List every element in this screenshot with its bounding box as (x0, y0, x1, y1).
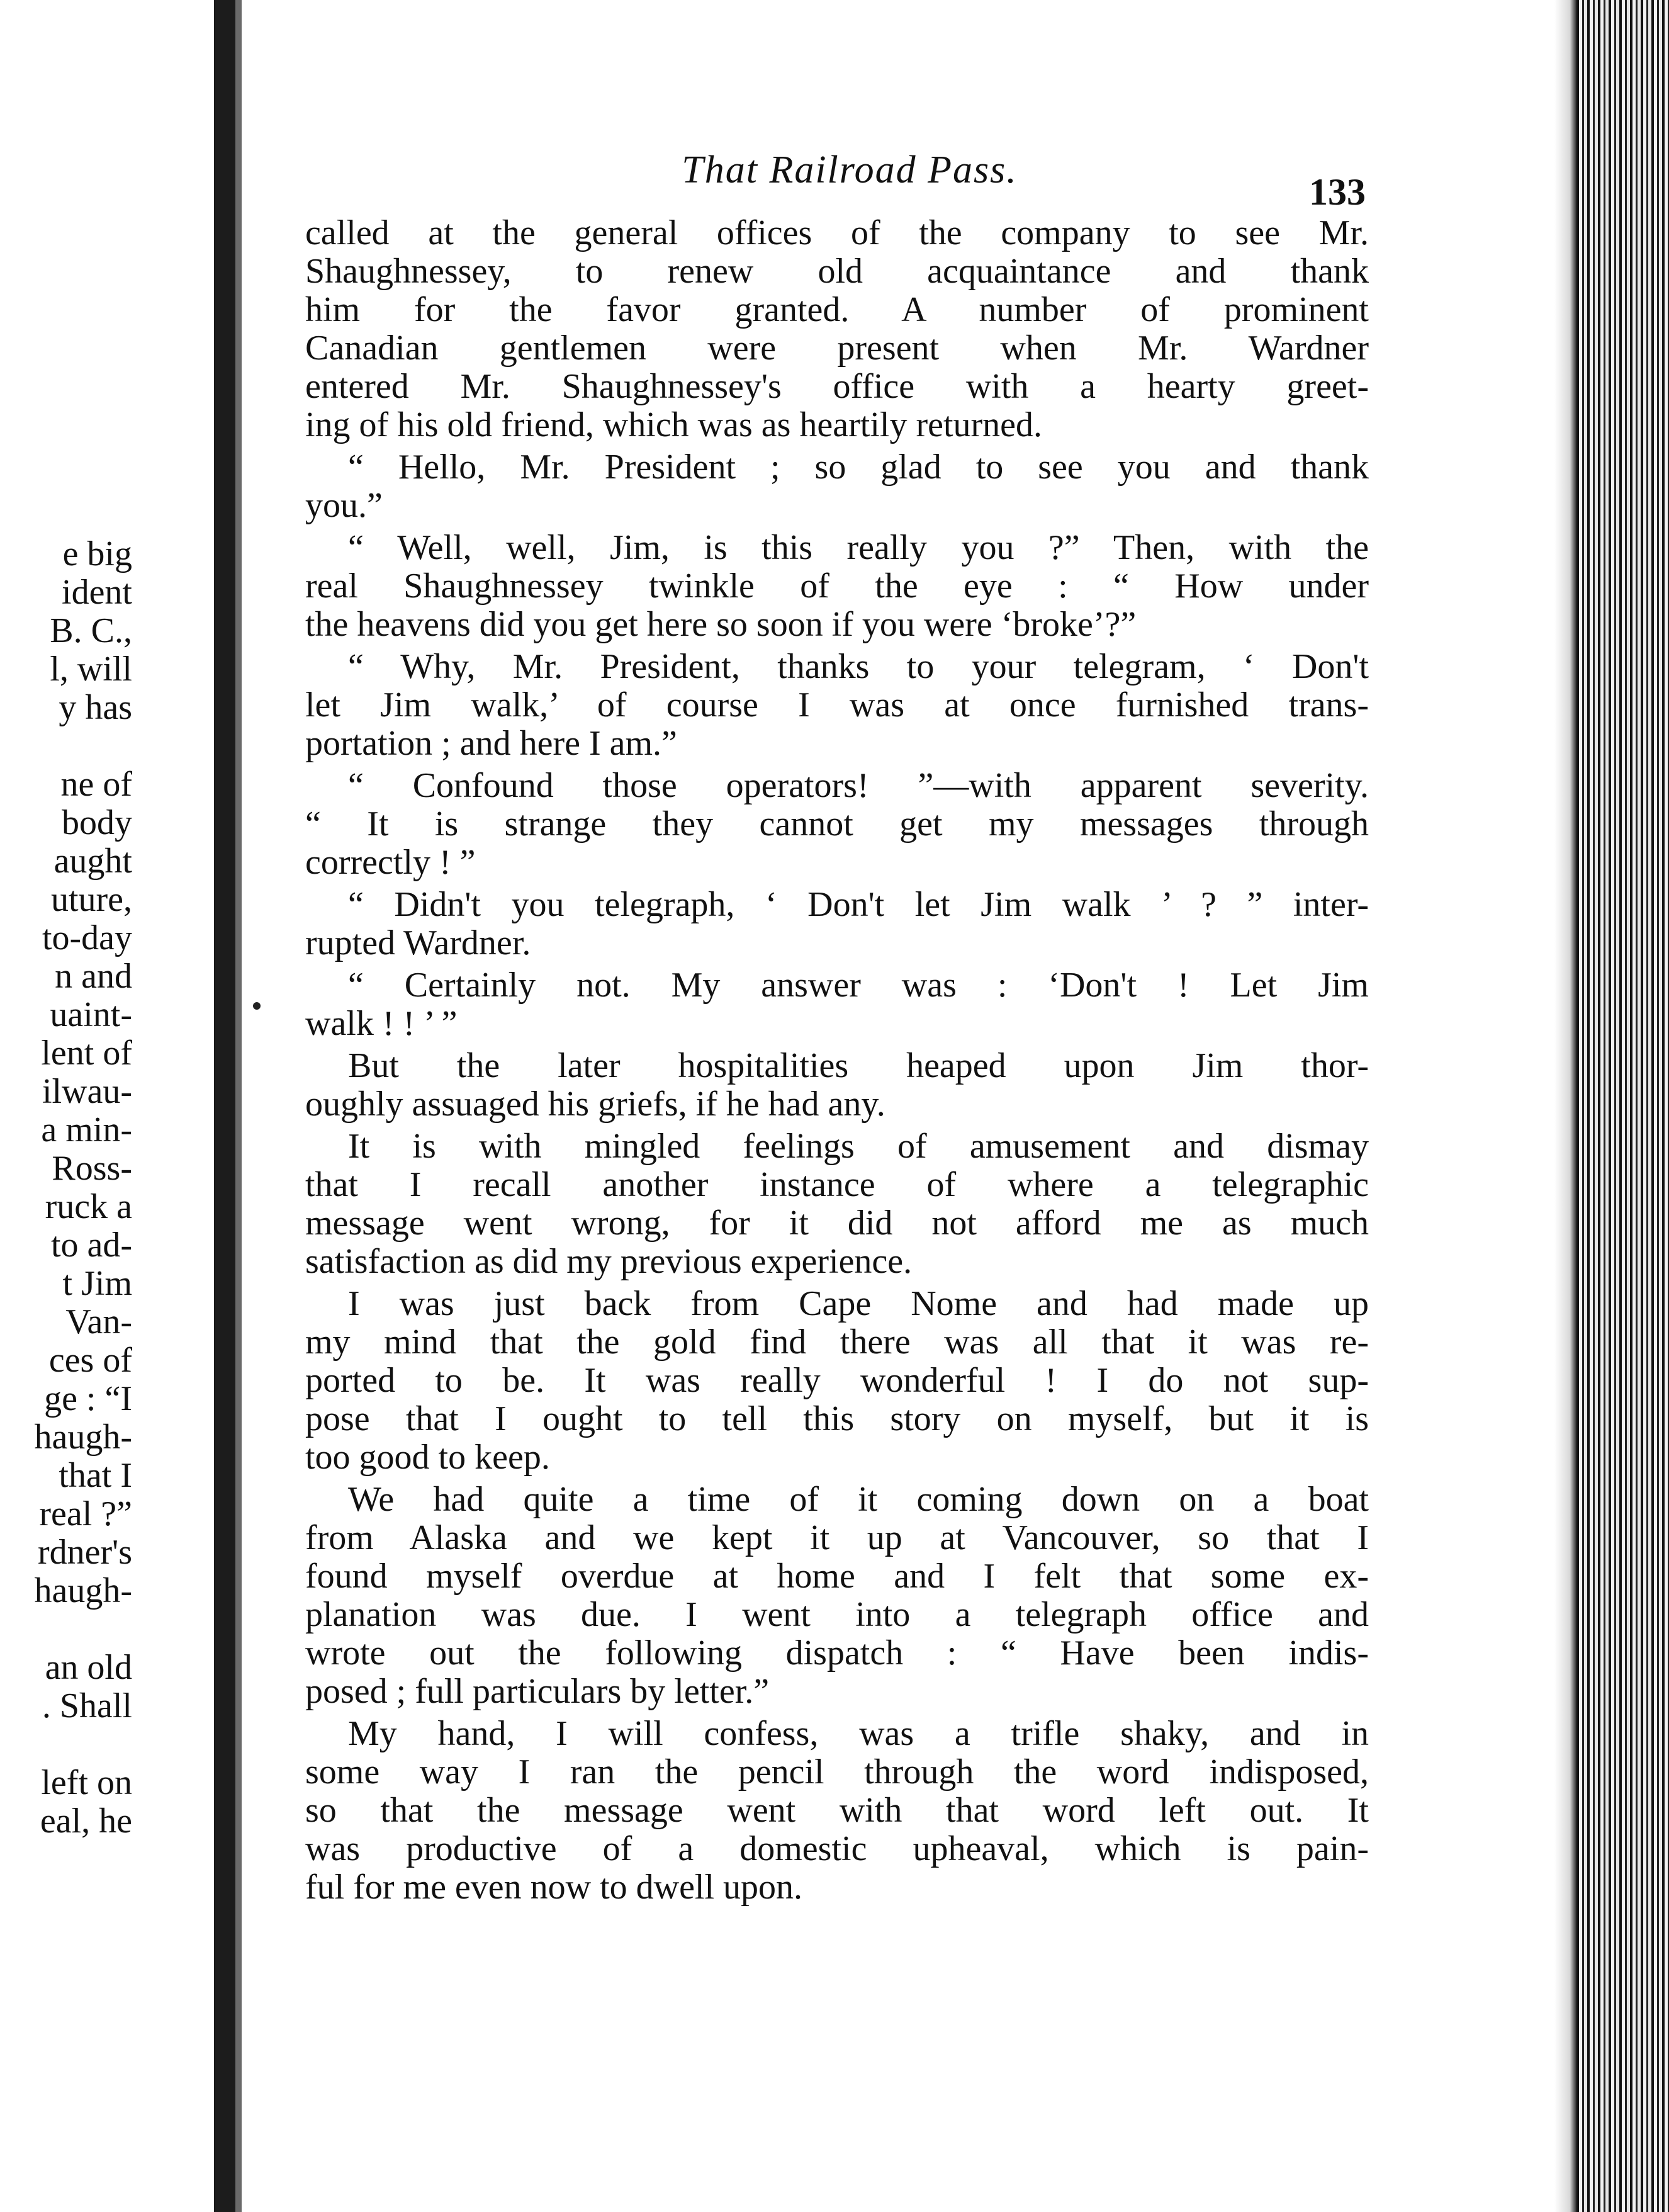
facing-page-line (0, 1069, 214, 1114)
facing-page-line (0, 1569, 214, 1613)
facing-page-line (0, 1645, 214, 1690)
facing-page-line (0, 1684, 214, 1728)
facing-page-line (0, 954, 214, 998)
facing-page-line (0, 1722, 214, 1766)
running-title: That Railroad Pass. (682, 149, 1018, 191)
text-line: called at the general offices of the company to see Mr. (305, 214, 1369, 252)
text-line: pose that I ought to tell this story on myself, but it is (305, 1400, 1369, 1438)
facing-page-line (0, 1261, 214, 1306)
text-line: “ Confound those operators! ”—with apparent severity. (348, 767, 1369, 805)
text-line: too good to keep. (305, 1438, 550, 1477)
facing-page-line-text: ruck a (45, 1187, 132, 1226)
facing-page-line-text: Ross- (52, 1149, 132, 1188)
facing-page-line (0, 1223, 214, 1267)
facing-page-line (0, 1377, 214, 1421)
text-line: oughly assuaged his griefs, if he had any. (305, 1085, 885, 1124)
text-line: walk ! ! ’ ” (305, 1005, 458, 1043)
facing-page-line (0, 1338, 214, 1382)
text-line: I was just back from Cape Nome and had made up (348, 1285, 1369, 1323)
facing-page-line (0, 686, 214, 730)
facing-page-line (0, 801, 214, 845)
facing-page-line (0, 1415, 214, 1459)
text-line: “ Hello, Mr. President ; so glad to see you and thank (348, 448, 1369, 487)
facing-page-line-text: aught (53, 842, 132, 881)
gutter-shadow (235, 0, 242, 2212)
facing-page-line (0, 1453, 214, 1498)
facing-page-line (0, 647, 214, 691)
text-line: But the later hospitalities heaped upon Jim thor- (348, 1047, 1369, 1085)
facing-page-line-text: B. C., (50, 611, 132, 650)
facing-page-line-text: haugh- (34, 1418, 132, 1457)
facing-page-line (0, 1031, 214, 1075)
text-line: him for the favor granted. A number of prominent (305, 291, 1369, 329)
facing-page-line-text: uaint- (50, 995, 132, 1034)
page-body-text (305, 214, 1369, 1907)
facing-page-line-text: an old (45, 1648, 132, 1687)
facing-page-line-text: ge : “I (44, 1379, 132, 1418)
text-line: so that the message went with that word left out. It (305, 1792, 1369, 1830)
text-line: satisfaction as did my previous experience. (305, 1243, 913, 1281)
facing-page-line (0, 724, 214, 768)
text-line: some way I ran the pencil through the word indisposed, (305, 1753, 1369, 1792)
facing-page-line (0, 1530, 214, 1574)
facing-page-line-text: haugh- (34, 1571, 132, 1610)
text-line: portation ; and here I am.” (305, 725, 677, 763)
text-line: My hand, I will confess, was a trifle shaky, and in (348, 1715, 1369, 1753)
facing-page-line (0, 993, 214, 1037)
facing-page-line (0, 1799, 214, 1843)
text-line: ful for me even now to dwell upon. (305, 1868, 803, 1907)
text-line: entered Mr. Shaughnessey's office with a hearty greet- (305, 368, 1369, 406)
text-line: “ It is strange they cannot get my messages through (305, 805, 1369, 844)
stacked-page-edges (1576, 0, 1669, 2212)
facing-page-line (0, 1185, 214, 1229)
facing-page-line-text: l, will (50, 650, 132, 689)
text-line: posed ; full particulars by letter.” (305, 1673, 770, 1711)
page-number: 133 (1309, 171, 1366, 213)
facing-page-line-text: ne of (60, 765, 132, 804)
facing-page-line (0, 1607, 214, 1651)
facing-page-line (0, 762, 214, 806)
facing-page-line-text: . Shall (42, 1686, 132, 1725)
text-line: my mind that the gold find there was all that it was re- (305, 1323, 1369, 1362)
facing-page-line (0, 1492, 214, 1536)
text-line: Shaughnessey, to renew old acquaintance and thank (305, 252, 1369, 291)
facing-page-line-text: to ad- (50, 1226, 132, 1265)
facing-page-line (0, 1761, 214, 1805)
text-line: It is with mingled feelings of amusement and dismay (348, 1127, 1369, 1166)
facing-page-line-text: left on (41, 1763, 132, 1802)
ink-speck (253, 1002, 261, 1010)
text-line: “ Didn't you telegraph, ‘ Don't let Jim walk ’ ? ” inter- (348, 886, 1369, 924)
facing-page-line (0, 916, 214, 960)
facing-page-fragment (0, 0, 214, 2212)
facing-page-line-text: rdner's (37, 1533, 132, 1572)
text-line: rupted Wardner. (305, 924, 531, 962)
facing-page-line-text: to-day (42, 918, 132, 957)
facing-page-line (0, 609, 214, 653)
text-line: ported to be. It was really wonderful ! I do not sup- (305, 1362, 1369, 1400)
book-gutter (214, 0, 235, 2212)
text-line: was productive of a domestic upheaval, which is pain- (305, 1830, 1369, 1868)
facing-page-line (0, 1108, 214, 1152)
facing-page-line (0, 532, 214, 576)
facing-page-line-text: a min- (41, 1110, 132, 1149)
text-line: ing of his old friend, which was as heartily returned. (305, 406, 1043, 444)
text-line: that I recall another instance of where a telegraphic (305, 1166, 1369, 1204)
facing-page-line-text: uture, (50, 880, 132, 919)
facing-page-line (0, 570, 214, 614)
page-header (315, 138, 1385, 208)
page-fore-edge (1554, 0, 1576, 2212)
text-line: “ Certainly not. My answer was : ‘Don't ! Let Jim (348, 966, 1369, 1005)
facing-page-line (0, 1300, 214, 1344)
facing-page-line-text: body (62, 803, 132, 842)
facing-page-line-text: eal, he (40, 1802, 132, 1841)
facing-page-line-text: real ?” (39, 1494, 132, 1533)
text-line: “ Why, Mr. President, thanks to your telegram, ‘ Don't (348, 648, 1369, 686)
facing-page-line-text: ilwau- (42, 1072, 132, 1111)
text-line: let Jim walk,’ of course I was at once furnished trans- (305, 686, 1369, 725)
facing-page-line-text: e big (62, 534, 132, 573)
text-line: real Shaughnessey twinkle of the eye : “ How under (305, 567, 1369, 606)
facing-page-line-text: t Jim (62, 1264, 132, 1303)
facing-page-line (0, 839, 214, 883)
facing-page-line-text: that I (59, 1456, 132, 1495)
facing-page-line-text: n and (55, 957, 132, 996)
facing-page-line-text: ident (62, 573, 132, 612)
text-line: the heavens did you get here so soon if you were ‘broke’?” (305, 606, 1137, 644)
text-line: Canadian gentlemen were present when Mr. Wardner (305, 329, 1369, 368)
text-line: correctly ! ” (305, 844, 476, 882)
facing-page-line (0, 877, 214, 922)
facing-page-line-text: y has (59, 688, 132, 727)
text-line: wrote out the following dispatch : “ Have been indis- (305, 1634, 1369, 1673)
facing-page-line-text: Van- (65, 1302, 132, 1341)
text-line: found myself overdue at home and I felt that some ex- (305, 1557, 1369, 1596)
text-line: you.” (305, 487, 383, 525)
facing-page-line-text: ces of (48, 1341, 132, 1380)
facing-page-line (0, 1146, 214, 1190)
text-line: from Alaska and we kept it up at Vancouver, so that I (305, 1519, 1369, 1557)
text-line: We had quite a time of it coming down on a boat (348, 1481, 1369, 1519)
text-line: “ Well, well, Jim, is this really you ?” Then, with the (348, 529, 1369, 567)
text-line: planation was due. I went into a telegraph office and (305, 1596, 1369, 1634)
text-line: message went wrong, for it did not afford me as much (305, 1204, 1369, 1243)
facing-page-line-text: lent of (41, 1034, 132, 1073)
